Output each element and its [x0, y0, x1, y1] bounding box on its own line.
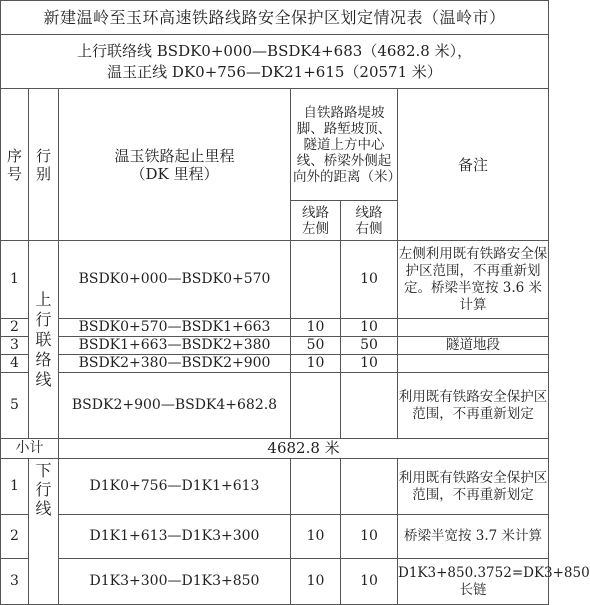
- table-title: 新建温岭至玉环高速铁路线路安全保护区划定情况表（温岭市）: [1, 1, 549, 35]
- row-remark: [398, 319, 549, 337]
- subtitle-line-2: 温玉正线 DK0+756—DK21+615（20571 米）: [107, 62, 442, 81]
- row-right: 10: [341, 355, 398, 373]
- row-range: BSDK2+900—BSDK4+682.8: [59, 373, 291, 439]
- row-left: 10: [291, 515, 341, 559]
- row-left: 10: [291, 319, 341, 337]
- row-seq: 1: [1, 459, 29, 515]
- row-seq: 3: [1, 559, 29, 605]
- row-range: D1K0+756—D1K1+613: [59, 459, 291, 515]
- row-right: 10: [341, 515, 398, 559]
- row-remark: 桥梁半宽按 3.7 米计算: [398, 515, 549, 559]
- row-remark: 隧道地段: [398, 337, 549, 355]
- header-seq: 序 号: [1, 89, 29, 241]
- row-right: 50: [341, 337, 398, 355]
- row-seq: 4: [1, 355, 29, 373]
- row-left: 10: [291, 355, 341, 373]
- row-range: BSDK0+000—BSDK0+570: [59, 241, 291, 319]
- subtotal-label: 小计: [1, 439, 59, 459]
- row-range: BSDK2+380—BSDK2+900: [59, 355, 291, 373]
- row-remark: D1K3+850.3752=DK3+850 长链: [398, 559, 549, 605]
- header-left-side: 线路 左侧: [291, 201, 341, 241]
- group-label-downline: 下 行 线: [29, 459, 59, 605]
- row-remark: [398, 355, 549, 373]
- row-range: BSDK0+570—BSDK1+663: [59, 319, 291, 337]
- row-seq: 5: [1, 373, 29, 439]
- row-right: 10: [341, 559, 398, 605]
- row-range: BSDK1+663—BSDK2+380: [59, 337, 291, 355]
- table-subtitle: [1, 35, 549, 89]
- group-label-upline: 上 行 联 络 线: [29, 241, 59, 439]
- row-remark: 左侧利用既有铁路安全保护区范围，不再重新划定。桥梁半宽按 3.6 米计算: [398, 241, 549, 319]
- row-seq: 1: [1, 241, 29, 319]
- row-right: [341, 373, 398, 439]
- header-distance: 自铁路路堤坡脚、路堑坡顶、隧道上方中心线、桥梁外侧起向外的距离（米）: [291, 89, 398, 201]
- row-remark: 利用既有铁路安全保护区范围，不再重新划定: [398, 373, 549, 439]
- row-seq: 2: [1, 515, 29, 559]
- row-right: [341, 459, 398, 515]
- subtotal-value: 4682.8 米: [59, 439, 549, 459]
- row-left: 50: [291, 337, 341, 355]
- row-right: 10: [341, 319, 398, 337]
- subtitle-line-1: 上行联络线 BSDK0+000—BSDK4+683（4682.8 米），: [77, 41, 473, 60]
- row-range: D1K1+613—D1K3+300: [59, 515, 291, 559]
- header-right-side: 线路 右侧: [341, 201, 398, 241]
- header-remark: 备注: [398, 89, 549, 241]
- row-left: 10: [291, 559, 341, 605]
- row-seq: 2: [1, 319, 29, 337]
- row-right: 10: [341, 241, 398, 319]
- header-mileage: 温玉铁路起止里程 （DK 里程）: [59, 89, 291, 241]
- row-left: [291, 459, 341, 515]
- row-remark: 利用既有铁路安全保护区范围，不再重新划定: [398, 459, 549, 515]
- header-line: 行 别: [29, 89, 59, 241]
- row-left: [291, 373, 341, 439]
- row-left: [291, 241, 341, 319]
- row-seq: 3: [1, 337, 29, 355]
- row-range: D1K3+300—D1K3+850: [59, 559, 291, 605]
